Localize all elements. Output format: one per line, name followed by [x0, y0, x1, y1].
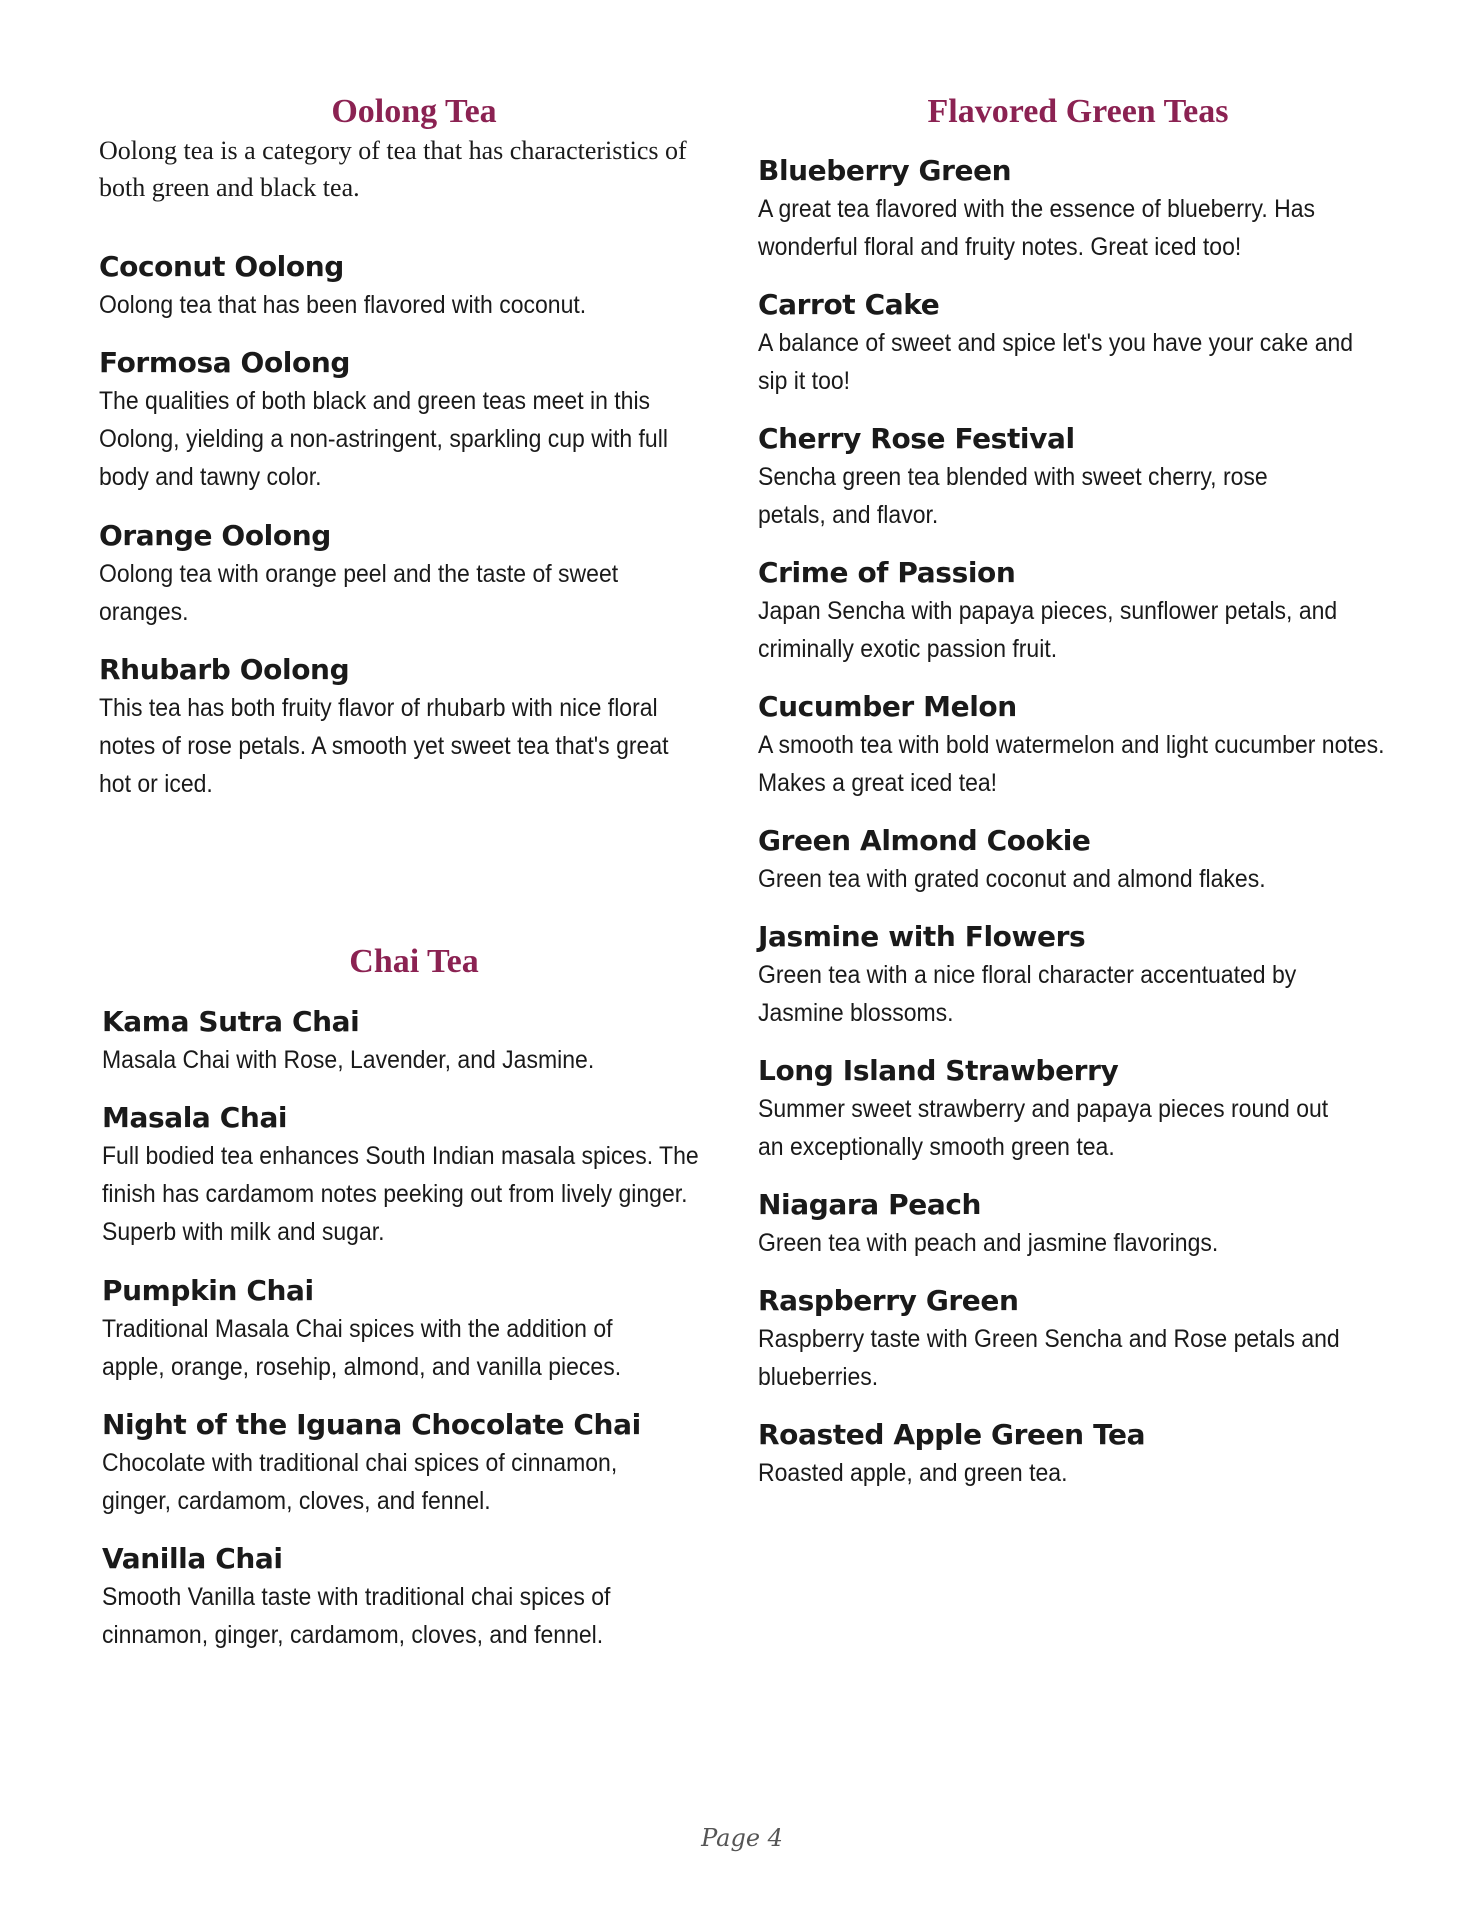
oolong-intro: Oolong tea is a category of tea that has characteristics of both green and black tea.	[99, 136, 687, 202]
oolong-title: Oolong Tea	[331, 93, 497, 130]
item-description: A smooth tea with bold watermelon and light cucumber notes. Makes a great iced tea!	[758, 731, 1385, 797]
green-item	[758, 420, 1298, 534]
item-name: Pumpkin Chai	[102, 1274, 314, 1307]
green-item	[758, 1186, 1398, 1262]
item-name: Coconut Oolong	[99, 250, 344, 283]
item-description: Roasted apple, and green tea.	[758, 1459, 1068, 1487]
chai-item	[102, 1272, 682, 1386]
item-description: Full bodied tea enhances South Indian masala spices. The finish has cardamom notes peeking out from lively ginger. Superb with milk and sugar.	[102, 1142, 699, 1246]
green-item	[758, 1052, 1338, 1166]
oolong-item	[99, 517, 699, 631]
chai-item	[102, 1099, 732, 1251]
green-item	[758, 918, 1318, 1032]
item-name: Vanilla Chai	[102, 1542, 283, 1575]
item-name: Roasted Apple Green Tea	[758, 1418, 1146, 1451]
item-description: Sencha green tea blended with sweet cherry, rose petals, and flavor.	[758, 463, 1268, 529]
item-description: Green tea with grated coconut and almond flakes.	[758, 865, 1266, 893]
chai-title: Chai Tea	[349, 943, 479, 980]
item-description: Green tea with a nice floral character accentuated by Jasmine blossoms.	[758, 961, 1297, 1027]
chai-item	[102, 1540, 682, 1654]
item-name: Raspberry Green	[758, 1284, 1019, 1317]
green-item	[758, 688, 1398, 802]
green-item	[758, 286, 1358, 400]
green-section	[758, 92, 1398, 132]
item-description: Masala Chai with Rose, Lavender, and Jasmine.	[102, 1046, 595, 1074]
item-name: Green Almond Cookie	[758, 824, 1091, 857]
item-description: Smooth Vanilla taste with traditional chai spices of cinnamon, ginger, cardamom, cloves, and fennel.	[102, 1583, 611, 1649]
item-name: Rhubarb Oolong	[99, 653, 350, 686]
item-description: Japan Sencha with papaya pieces, sunflower petals, and criminally exotic passion fruit.	[758, 597, 1338, 663]
item-name: Carrot Cake	[758, 288, 940, 321]
chai-item	[102, 1406, 682, 1520]
item-description: Raspberry taste with Green Sencha and Rose petals and blueberries.	[758, 1325, 1340, 1391]
item-description: The qualities of both black and green teas meet in this Oolong, yielding a non-astringent, sparkling cup with full body and tawny color.	[99, 387, 668, 491]
oolong-section	[99, 92, 729, 206]
item-name: Formosa Oolong	[99, 346, 351, 379]
item-description: Summer sweet strawberry and papaya pieces round out an exceptionally smooth green tea.	[758, 1095, 1329, 1161]
green-item	[758, 1416, 1398, 1492]
item-description: Oolong tea that has been flavored with coconut.	[99, 291, 587, 319]
item-description: Green tea with peach and jasmine flavorings.	[758, 1229, 1219, 1257]
item-name: Niagara Peach	[758, 1188, 982, 1221]
item-name: Cucumber Melon	[758, 690, 1017, 723]
item-name: Blueberry Green	[758, 154, 1012, 187]
chai-item	[102, 1003, 732, 1079]
item-description: A great tea flavored with the essence of blueberry. Has wonderful floral and fruity notes. Great iced too!	[758, 195, 1316, 261]
item-name: Night of the Iguana Chocolate Chai	[102, 1408, 641, 1441]
oolong-item	[99, 651, 699, 803]
item-name: Cherry Rose Festival	[758, 422, 1075, 455]
oolong-item	[99, 344, 699, 496]
chai-section	[99, 942, 729, 982]
item-name: Crime of Passion	[758, 556, 1016, 589]
item-name: Orange Oolong	[99, 519, 331, 552]
item-description: Oolong tea with orange peel and the taste of sweet oranges.	[99, 560, 619, 626]
page-number: Page 4	[701, 1824, 783, 1852]
item-description: Traditional Masala Chai spices with the addition of apple, orange, rosehip, almond, and vanilla pieces.	[102, 1315, 622, 1381]
item-description: Chocolate with traditional chai spices of cinnamon, ginger, cardamom, cloves, and fennel.	[102, 1449, 618, 1515]
item-name: Masala Chai	[102, 1101, 288, 1134]
item-name: Jasmine with Flowers	[758, 920, 1086, 953]
green-item	[758, 554, 1358, 668]
green-item	[758, 152, 1388, 266]
green-title: Flavored Green Teas	[927, 93, 1229, 130]
green-item	[758, 1282, 1358, 1396]
item-name: Kama Sutra Chai	[102, 1005, 360, 1038]
oolong-item	[99, 248, 699, 324]
green-item	[758, 822, 1398, 898]
item-description: A balance of sweet and spice let's you have your cake and sip it too!	[758, 329, 1354, 395]
item-description: This tea has both fruity flavor of rhubarb with nice floral notes of rose petals. A smooth yet sweet tea that's great hot or iced.	[99, 694, 669, 798]
item-name: Long Island Strawberry	[758, 1054, 1119, 1087]
